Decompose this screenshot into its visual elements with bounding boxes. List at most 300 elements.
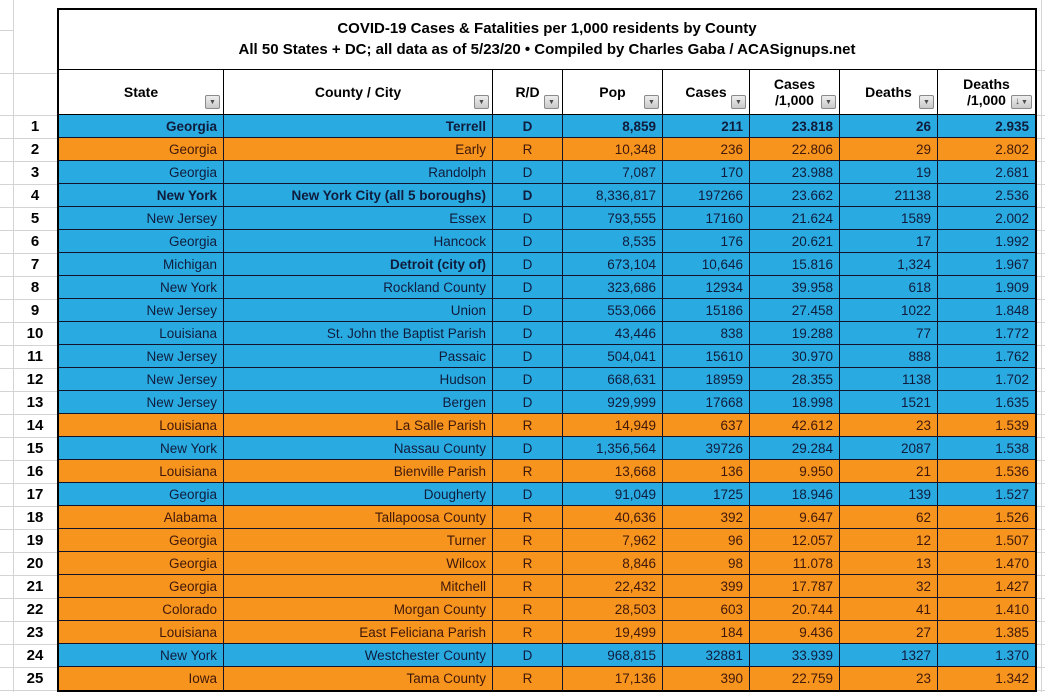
- cell-state[interactable]: Georgia: [59, 483, 224, 505]
- gridline: [1037, 460, 1045, 461]
- table-row: [59, 138, 1035, 161]
- row-number[interactable]: 1: [30, 118, 40, 135]
- cell-rd[interactable]: R: [493, 575, 563, 597]
- cell-deaths[interactable]: 23: [840, 667, 938, 690]
- cell-cases[interactable]: 390: [663, 667, 750, 690]
- cell-county[interactable]: St. John the Baptist Parish: [224, 322, 493, 344]
- cell-county[interactable]: Bienville Parish: [224, 460, 493, 482]
- gridline: [1037, 276, 1045, 277]
- cell-deaths_per_1000[interactable]: 1.538: [995, 440, 1029, 456]
- gridline: [1037, 437, 1045, 438]
- cell-pop[interactable]: 793,555: [563, 207, 663, 229]
- cell-cases[interactable]: 136: [663, 460, 750, 482]
- table-row: [59, 414, 1035, 437]
- table-row: [59, 552, 1035, 575]
- column-header-cases_per_1000[interactable]: [750, 70, 840, 114]
- cell-rd[interactable]: D: [493, 483, 563, 505]
- row-number[interactable]: 4: [30, 187, 40, 204]
- cell-cases[interactable]: 15610: [663, 345, 750, 367]
- row-number[interactable]: 14: [26, 417, 44, 434]
- table-title-line2: All 50 States + DC; all data as of 5/23/20 • Compiled by Charles Gaba / ACASignups.net: [238, 41, 856, 58]
- cell-deaths[interactable]: 77: [840, 322, 938, 344]
- cell-rd[interactable]: D: [493, 644, 563, 666]
- cell-cases[interactable]: 17668: [663, 391, 750, 413]
- cell-rd[interactable]: D: [493, 437, 563, 459]
- cell-cases[interactable]: 211: [663, 115, 750, 137]
- cell-cases[interactable]: 96: [663, 529, 750, 551]
- cell-state[interactable]: Georgia: [59, 115, 224, 137]
- cell-county[interactable]: Tama County: [224, 667, 493, 690]
- cell-state[interactable]: New York: [59, 276, 224, 298]
- cell-rd[interactable]: R: [493, 138, 563, 160]
- cell-rd[interactable]: R: [493, 529, 563, 551]
- row-number[interactable]: 24: [26, 647, 44, 664]
- cell-state[interactable]: Louisiana: [59, 621, 224, 643]
- cell-cases_per_1000[interactable]: 17.787: [750, 575, 840, 597]
- cell-county[interactable]: East Feliciana Parish: [224, 621, 493, 643]
- cell-county[interactable]: New York City (all 5 boroughs): [224, 184, 493, 206]
- cell-cases[interactable]: 1725: [663, 483, 750, 505]
- filter-sort-descending-icon[interactable]: [1011, 95, 1032, 109]
- cell-cases[interactable]: 399: [663, 575, 750, 597]
- cell-state[interactable]: Georgia: [59, 161, 224, 183]
- cell-state[interactable]: Louisiana: [59, 322, 224, 344]
- cell-cases[interactable]: 32881: [663, 644, 750, 666]
- cell-deaths[interactable]: 13: [840, 552, 938, 574]
- cell-deaths_per_1000[interactable]: 2.681: [995, 164, 1029, 180]
- cell-state[interactable]: Georgia: [59, 552, 224, 574]
- cell-deaths_per_1000[interactable]: 2.536: [995, 187, 1029, 203]
- cell-deaths[interactable]: 27: [840, 621, 938, 643]
- cell-state[interactable]: Georgia: [59, 138, 224, 160]
- cell-rd[interactable]: D: [493, 276, 563, 298]
- row-number[interactable]: 15: [26, 440, 44, 457]
- cell-deaths_per_1000[interactable]: 1.848: [995, 302, 1029, 318]
- cell-county[interactable]: Dougherty: [224, 483, 493, 505]
- row-number[interactable]: 20: [26, 555, 44, 572]
- cell-cases[interactable]: 184: [663, 621, 750, 643]
- cell-deaths_per_1000[interactable]: 1.536: [995, 463, 1029, 479]
- cell-pop[interactable]: 1,356,564: [563, 437, 663, 459]
- cell-county[interactable]: Essex: [224, 207, 493, 229]
- cell-pop[interactable]: 8,336,817: [563, 184, 663, 206]
- filter-dropdown-icon[interactable]: [731, 95, 746, 109]
- cell-cases_per_1000[interactable]: 33.939: [750, 644, 840, 666]
- row-number[interactable]: 25: [26, 670, 44, 687]
- cell-deaths_per_1000[interactable]: 2.002: [995, 210, 1029, 226]
- row-number[interactable]: 17: [26, 486, 44, 503]
- gridline: [1037, 575, 1045, 576]
- gridline: [1037, 690, 1045, 691]
- cell-state[interactable]: New Jersey: [59, 345, 224, 367]
- cell-cases[interactable]: 170: [663, 161, 750, 183]
- table-row: [59, 207, 1035, 230]
- cell-pop[interactable]: 10,348: [563, 138, 663, 160]
- cell-deaths[interactable]: 1,324: [840, 253, 938, 275]
- row-number[interactable]: 22: [26, 601, 44, 618]
- cell-county[interactable]: Early: [224, 138, 493, 160]
- row-number[interactable]: 13: [26, 394, 44, 411]
- row-number[interactable]: 12: [26, 371, 44, 388]
- cell-cases_per_1000[interactable]: 20.621: [750, 230, 840, 252]
- cell-deaths[interactable]: 17: [840, 230, 938, 252]
- gridline: [1037, 368, 1045, 369]
- cell-rd[interactable]: D: [493, 322, 563, 344]
- cell-cases[interactable]: 838: [663, 322, 750, 344]
- cell-deaths[interactable]: 1589: [840, 207, 938, 229]
- cell-county[interactable]: Wilcox: [224, 552, 493, 574]
- cell-cases_per_1000[interactable]: 42.612: [750, 414, 840, 436]
- gridline: [1037, 621, 1045, 622]
- cell-state[interactable]: Colorado: [59, 598, 224, 620]
- cell-cases[interactable]: 10,646: [663, 253, 750, 275]
- table-row: [59, 115, 1035, 138]
- cell-deaths[interactable]: 21138: [840, 184, 938, 206]
- cell-deaths[interactable]: 1138: [840, 368, 938, 390]
- row-number[interactable]: 6: [30, 233, 40, 250]
- cell-cases_per_1000[interactable]: 12.057: [750, 529, 840, 551]
- cell-cases[interactable]: 392: [663, 506, 750, 528]
- cell-rd[interactable]: D: [493, 184, 563, 206]
- cell-state[interactable]: New Jersey: [59, 207, 224, 229]
- cell-rd[interactable]: D: [493, 368, 563, 390]
- filter-dropdown-icon[interactable]: [644, 95, 659, 109]
- cell-deaths_per_1000[interactable]: 1.370: [995, 647, 1029, 663]
- gridline: [1037, 552, 1045, 553]
- cell-deaths[interactable]: 41: [840, 598, 938, 620]
- cell-pop[interactable]: 323,686: [563, 276, 663, 298]
- cell-deaths_per_1000[interactable]: 2.935: [995, 118, 1029, 134]
- table-row: [59, 322, 1035, 345]
- cell-county[interactable]: Mitchell: [224, 575, 493, 597]
- cell-deaths[interactable]: 139: [840, 483, 938, 505]
- table-body: [59, 115, 1035, 690]
- cell-deaths[interactable]: 26: [840, 115, 938, 137]
- row-number[interactable]: 16: [26, 463, 44, 480]
- column-header-label: County / City: [314, 84, 402, 100]
- cell-cases_per_1000[interactable]: 22.806: [750, 138, 840, 160]
- cell-deaths_per_1000[interactable]: 1.702: [995, 371, 1029, 387]
- cell-deaths[interactable]: 23: [840, 414, 938, 436]
- cell-county[interactable]: Union: [224, 299, 493, 321]
- cell-cases_per_1000[interactable]: 27.458: [750, 299, 840, 321]
- row-number[interactable]: 7: [30, 256, 40, 273]
- cell-county[interactable]: Detroit (city of): [224, 253, 493, 275]
- row-number[interactable]: 11: [27, 348, 43, 365]
- cell-deaths_per_1000[interactable]: 1.527: [995, 486, 1029, 502]
- gridline: [0, 30, 13, 31]
- table-row: [59, 391, 1035, 414]
- cell-rd[interactable]: D: [493, 207, 563, 229]
- filter-triangle: ▼: [825, 98, 832, 106]
- cell-rd[interactable]: D: [493, 345, 563, 367]
- table-row: [59, 529, 1035, 552]
- gridline: [1037, 207, 1045, 208]
- cell-state[interactable]: Louisiana: [59, 460, 224, 482]
- cell-pop[interactable]: 28,503: [563, 598, 663, 620]
- cell-state[interactable]: Georgia: [59, 230, 224, 252]
- cell-county[interactable]: Terrell: [224, 115, 493, 137]
- cell-pop[interactable]: 7,962: [563, 529, 663, 551]
- cell-deaths[interactable]: 2087: [840, 437, 938, 459]
- cell-state[interactable]: New Jersey: [59, 368, 224, 390]
- table-row: [59, 575, 1035, 598]
- cell-cases_per_1000[interactable]: 28.355: [750, 368, 840, 390]
- cell-cases[interactable]: 17160: [663, 207, 750, 229]
- row-number[interactable]: 23: [26, 624, 44, 641]
- cell-state[interactable]: Louisiana: [59, 414, 224, 436]
- cell-deaths_per_1000[interactable]: 1.909: [995, 279, 1029, 295]
- gridline: [1037, 138, 1045, 139]
- cell-cases_per_1000[interactable]: 29.284: [750, 437, 840, 459]
- filter-triangle: ▼: [478, 98, 485, 106]
- row-number[interactable]: 9: [30, 302, 40, 319]
- column-header-label: Deaths /1,000: [963, 76, 1010, 108]
- column-header-pop[interactable]: [563, 70, 663, 114]
- cell-pop[interactable]: 8,535: [563, 230, 663, 252]
- cell-cases_per_1000[interactable]: 30.970: [750, 345, 840, 367]
- cell-cases[interactable]: 197266: [663, 184, 750, 206]
- cell-deaths[interactable]: 21: [840, 460, 938, 482]
- filter-dropdown-icon[interactable]: [821, 95, 836, 109]
- row-number[interactable]: 21: [26, 578, 44, 595]
- cell-rd[interactable]: R: [493, 414, 563, 436]
- table-row: [59, 345, 1035, 368]
- cell-county[interactable]: Randolph: [224, 161, 493, 183]
- sort-descending-arrow: ↓: [1015, 96, 1021, 107]
- table-row: [59, 184, 1035, 207]
- cell-county[interactable]: Morgan County: [224, 598, 493, 620]
- cell-deaths[interactable]: 618: [840, 276, 938, 298]
- cell-state[interactable]: New York: [59, 184, 224, 206]
- column-header-cases[interactable]: [663, 70, 750, 114]
- cell-cases[interactable]: 236: [663, 138, 750, 160]
- cell-deaths_per_1000[interactable]: 1.635: [995, 394, 1029, 410]
- gridline: [1037, 529, 1045, 530]
- cell-deaths[interactable]: 29: [840, 138, 938, 160]
- cell-pop[interactable]: 8,859: [563, 115, 663, 137]
- gridline: [0, 690, 57, 691]
- column-header-rd[interactable]: [493, 70, 563, 114]
- gridline: [1037, 70, 1045, 71]
- cell-deaths_per_1000[interactable]: 2.802: [995, 141, 1029, 157]
- filter-triangle: ▼: [209, 98, 216, 106]
- table-row: [59, 598, 1035, 621]
- cell-cases_per_1000[interactable]: 11.078: [750, 552, 840, 574]
- cell-cases_per_1000[interactable]: 22.759: [750, 667, 840, 690]
- table-row: [59, 299, 1035, 322]
- cell-pop[interactable]: 8,846: [563, 552, 663, 574]
- cell-deaths_per_1000[interactable]: 1.427: [995, 578, 1029, 594]
- cell-state[interactable]: New Jersey: [59, 299, 224, 321]
- cell-deaths_per_1000[interactable]: 1.992: [995, 233, 1029, 249]
- cell-cases_per_1000[interactable]: 18.946: [750, 483, 840, 505]
- cell-pop[interactable]: 968,815: [563, 644, 663, 666]
- table-row: [59, 621, 1035, 644]
- column-header-deaths_per_1000[interactable]: [938, 70, 1035, 114]
- cell-rd[interactable]: D: [493, 391, 563, 413]
- cell-cases_per_1000[interactable]: 21.624: [750, 207, 840, 229]
- cell-cases_per_1000[interactable]: 9.436: [750, 621, 840, 643]
- cell-deaths_per_1000[interactable]: 1.410: [995, 601, 1029, 617]
- table-row: [59, 667, 1035, 690]
- cell-deaths[interactable]: 888: [840, 345, 938, 367]
- cell-county[interactable]: Tallapoosa County: [224, 506, 493, 528]
- row-number[interactable]: 2: [30, 141, 40, 158]
- gridline: [1037, 253, 1045, 254]
- row-number[interactable]: 5: [30, 210, 40, 227]
- gridline: [0, 73, 57, 74]
- table-row: [59, 644, 1035, 667]
- column-header-county[interactable]: [224, 70, 493, 114]
- cell-deaths_per_1000[interactable]: 1.385: [995, 624, 1029, 640]
- cell-county[interactable]: Passaic: [224, 345, 493, 367]
- cell-cases_per_1000[interactable]: 39.958: [750, 276, 840, 298]
- cell-state[interactable]: Georgia: [59, 529, 224, 551]
- cell-cases[interactable]: 12934: [663, 276, 750, 298]
- cell-cases[interactable]: 176: [663, 230, 750, 252]
- cell-rd[interactable]: D: [493, 230, 563, 252]
- cell-deaths_per_1000[interactable]: 1.507: [995, 532, 1029, 548]
- cell-rd[interactable]: D: [493, 253, 563, 275]
- cell-pop[interactable]: 7,087: [563, 161, 663, 183]
- cell-deaths_per_1000[interactable]: 1.772: [995, 325, 1029, 341]
- cell-rd[interactable]: D: [493, 115, 563, 137]
- cell-rd[interactable]: D: [493, 161, 563, 183]
- cell-deaths_per_1000[interactable]: 1.526: [995, 509, 1029, 525]
- cell-cases_per_1000[interactable]: 23.818: [750, 115, 840, 137]
- cell-state[interactable]: Iowa: [59, 667, 224, 690]
- cell-county[interactable]: Rockland County: [224, 276, 493, 298]
- filter-triangle: ▼: [548, 98, 555, 106]
- cell-cases[interactable]: 603: [663, 598, 750, 620]
- gridline: [1037, 667, 1045, 668]
- cell-rd[interactable]: R: [493, 460, 563, 482]
- cell-pop[interactable]: 668,631: [563, 368, 663, 390]
- cell-cases[interactable]: 15186: [663, 299, 750, 321]
- row-number[interactable]: 10: [26, 325, 44, 342]
- cell-rd[interactable]: R: [493, 552, 563, 574]
- cell-deaths[interactable]: 1022: [840, 299, 938, 321]
- gridline: [1037, 345, 1045, 346]
- table-row: [59, 161, 1035, 184]
- cell-cases_per_1000[interactable]: 19.288: [750, 322, 840, 344]
- cell-county[interactable]: Hancock: [224, 230, 493, 252]
- table-row: [59, 276, 1035, 299]
- gridline: [1037, 322, 1045, 323]
- row-number[interactable]: 18: [26, 509, 44, 526]
- cell-rd[interactable]: R: [493, 667, 563, 690]
- gridline: [1037, 644, 1045, 645]
- column-header-state[interactable]: [59, 70, 224, 114]
- cell-rd[interactable]: D: [493, 299, 563, 321]
- gridline: [1041, 0, 1042, 692]
- column-header-label: Cases: [685, 84, 727, 100]
- gridline: [1037, 414, 1045, 415]
- cell-cases[interactable]: 637: [663, 414, 750, 436]
- cell-cases_per_1000[interactable]: 18.998: [750, 391, 840, 413]
- cell-pop[interactable]: 673,104: [563, 253, 663, 275]
- gridline: [1037, 506, 1045, 507]
- cell-pop[interactable]: 504,041: [563, 345, 663, 367]
- cell-pop[interactable]: 91,049: [563, 483, 663, 505]
- cell-cases[interactable]: 39726: [663, 437, 750, 459]
- cell-state[interactable]: New York: [59, 437, 224, 459]
- filter-dropdown-icon[interactable]: [919, 95, 934, 109]
- cell-cases[interactable]: 18959: [663, 368, 750, 390]
- table-row: [59, 506, 1035, 529]
- cell-pop[interactable]: 929,999: [563, 391, 663, 413]
- cell-pop[interactable]: 17,136: [563, 667, 663, 690]
- cell-cases_per_1000[interactable]: 9.647: [750, 506, 840, 528]
- cell-deaths_per_1000[interactable]: 1.342: [995, 671, 1029, 686]
- cell-state[interactable]: New York: [59, 644, 224, 666]
- cell-rd[interactable]: R: [493, 621, 563, 643]
- cell-pop[interactable]: 13,668: [563, 460, 663, 482]
- cell-cases[interactable]: 98: [663, 552, 750, 574]
- cell-deaths_per_1000[interactable]: 1.470: [995, 555, 1029, 571]
- cell-county[interactable]: Westchester County: [224, 644, 493, 666]
- cell-deaths[interactable]: 32: [840, 575, 938, 597]
- gridline: [1037, 184, 1045, 185]
- cell-rd[interactable]: R: [493, 506, 563, 528]
- cell-cases_per_1000[interactable]: 20.744: [750, 598, 840, 620]
- cell-state[interactable]: Alabama: [59, 506, 224, 528]
- cell-cases_per_1000[interactable]: 15.816: [750, 253, 840, 275]
- row-number[interactable]: 3: [30, 164, 40, 181]
- cell-state[interactable]: Michigan: [59, 253, 224, 275]
- cell-pop[interactable]: 14,949: [563, 414, 663, 436]
- cell-deaths[interactable]: 19: [840, 161, 938, 183]
- cell-county[interactable]: Turner: [224, 529, 493, 551]
- cell-pop[interactable]: 19,499: [563, 621, 663, 643]
- filter-dropdown-icon[interactable]: [474, 95, 489, 109]
- cell-pop[interactable]: 40,636: [563, 506, 663, 528]
- cell-state[interactable]: New Jersey: [59, 391, 224, 413]
- cell-cases_per_1000[interactable]: 9.950: [750, 460, 840, 482]
- filter-dropdown-icon[interactable]: [544, 95, 559, 109]
- cell-county[interactable]: La Salle Parish: [224, 414, 493, 436]
- row-number[interactable]: 8: [30, 279, 40, 296]
- cell-cases_per_1000[interactable]: 23.988: [750, 161, 840, 183]
- cell-state[interactable]: Georgia: [59, 575, 224, 597]
- cell-county[interactable]: Nassau County: [224, 437, 493, 459]
- table-row: [59, 230, 1035, 253]
- cell-deaths_per_1000[interactable]: 1.762: [995, 348, 1029, 364]
- cell-pop[interactable]: 553,066: [563, 299, 663, 321]
- cell-deaths[interactable]: 12: [840, 529, 938, 551]
- table-title-cell[interactable]: [59, 10, 1035, 70]
- cell-pop[interactable]: 22,432: [563, 575, 663, 597]
- cell-deaths[interactable]: 1327: [840, 644, 938, 666]
- table-row: [59, 253, 1035, 276]
- filter-triangle: ▼: [923, 98, 930, 106]
- cell-deaths_per_1000[interactable]: 1.967: [995, 256, 1029, 272]
- row-number[interactable]: 19: [26, 532, 44, 549]
- cell-rd[interactable]: R: [493, 598, 563, 620]
- column-header-label: R/D: [515, 84, 540, 100]
- cell-deaths_per_1000[interactable]: 1.539: [995, 417, 1029, 433]
- cell-county[interactable]: Bergen: [224, 391, 493, 413]
- cell-cases_per_1000[interactable]: 23.662: [750, 184, 840, 206]
- filter-dropdown-icon[interactable]: [205, 95, 220, 109]
- spreadsheet-table: [57, 8, 1037, 692]
- cell-county[interactable]: Hudson: [224, 368, 493, 390]
- column-header-deaths[interactable]: [840, 70, 938, 114]
- cell-pop[interactable]: 43,446: [563, 322, 663, 344]
- cell-deaths[interactable]: 1521: [840, 391, 938, 413]
- cell-deaths[interactable]: 62: [840, 506, 938, 528]
